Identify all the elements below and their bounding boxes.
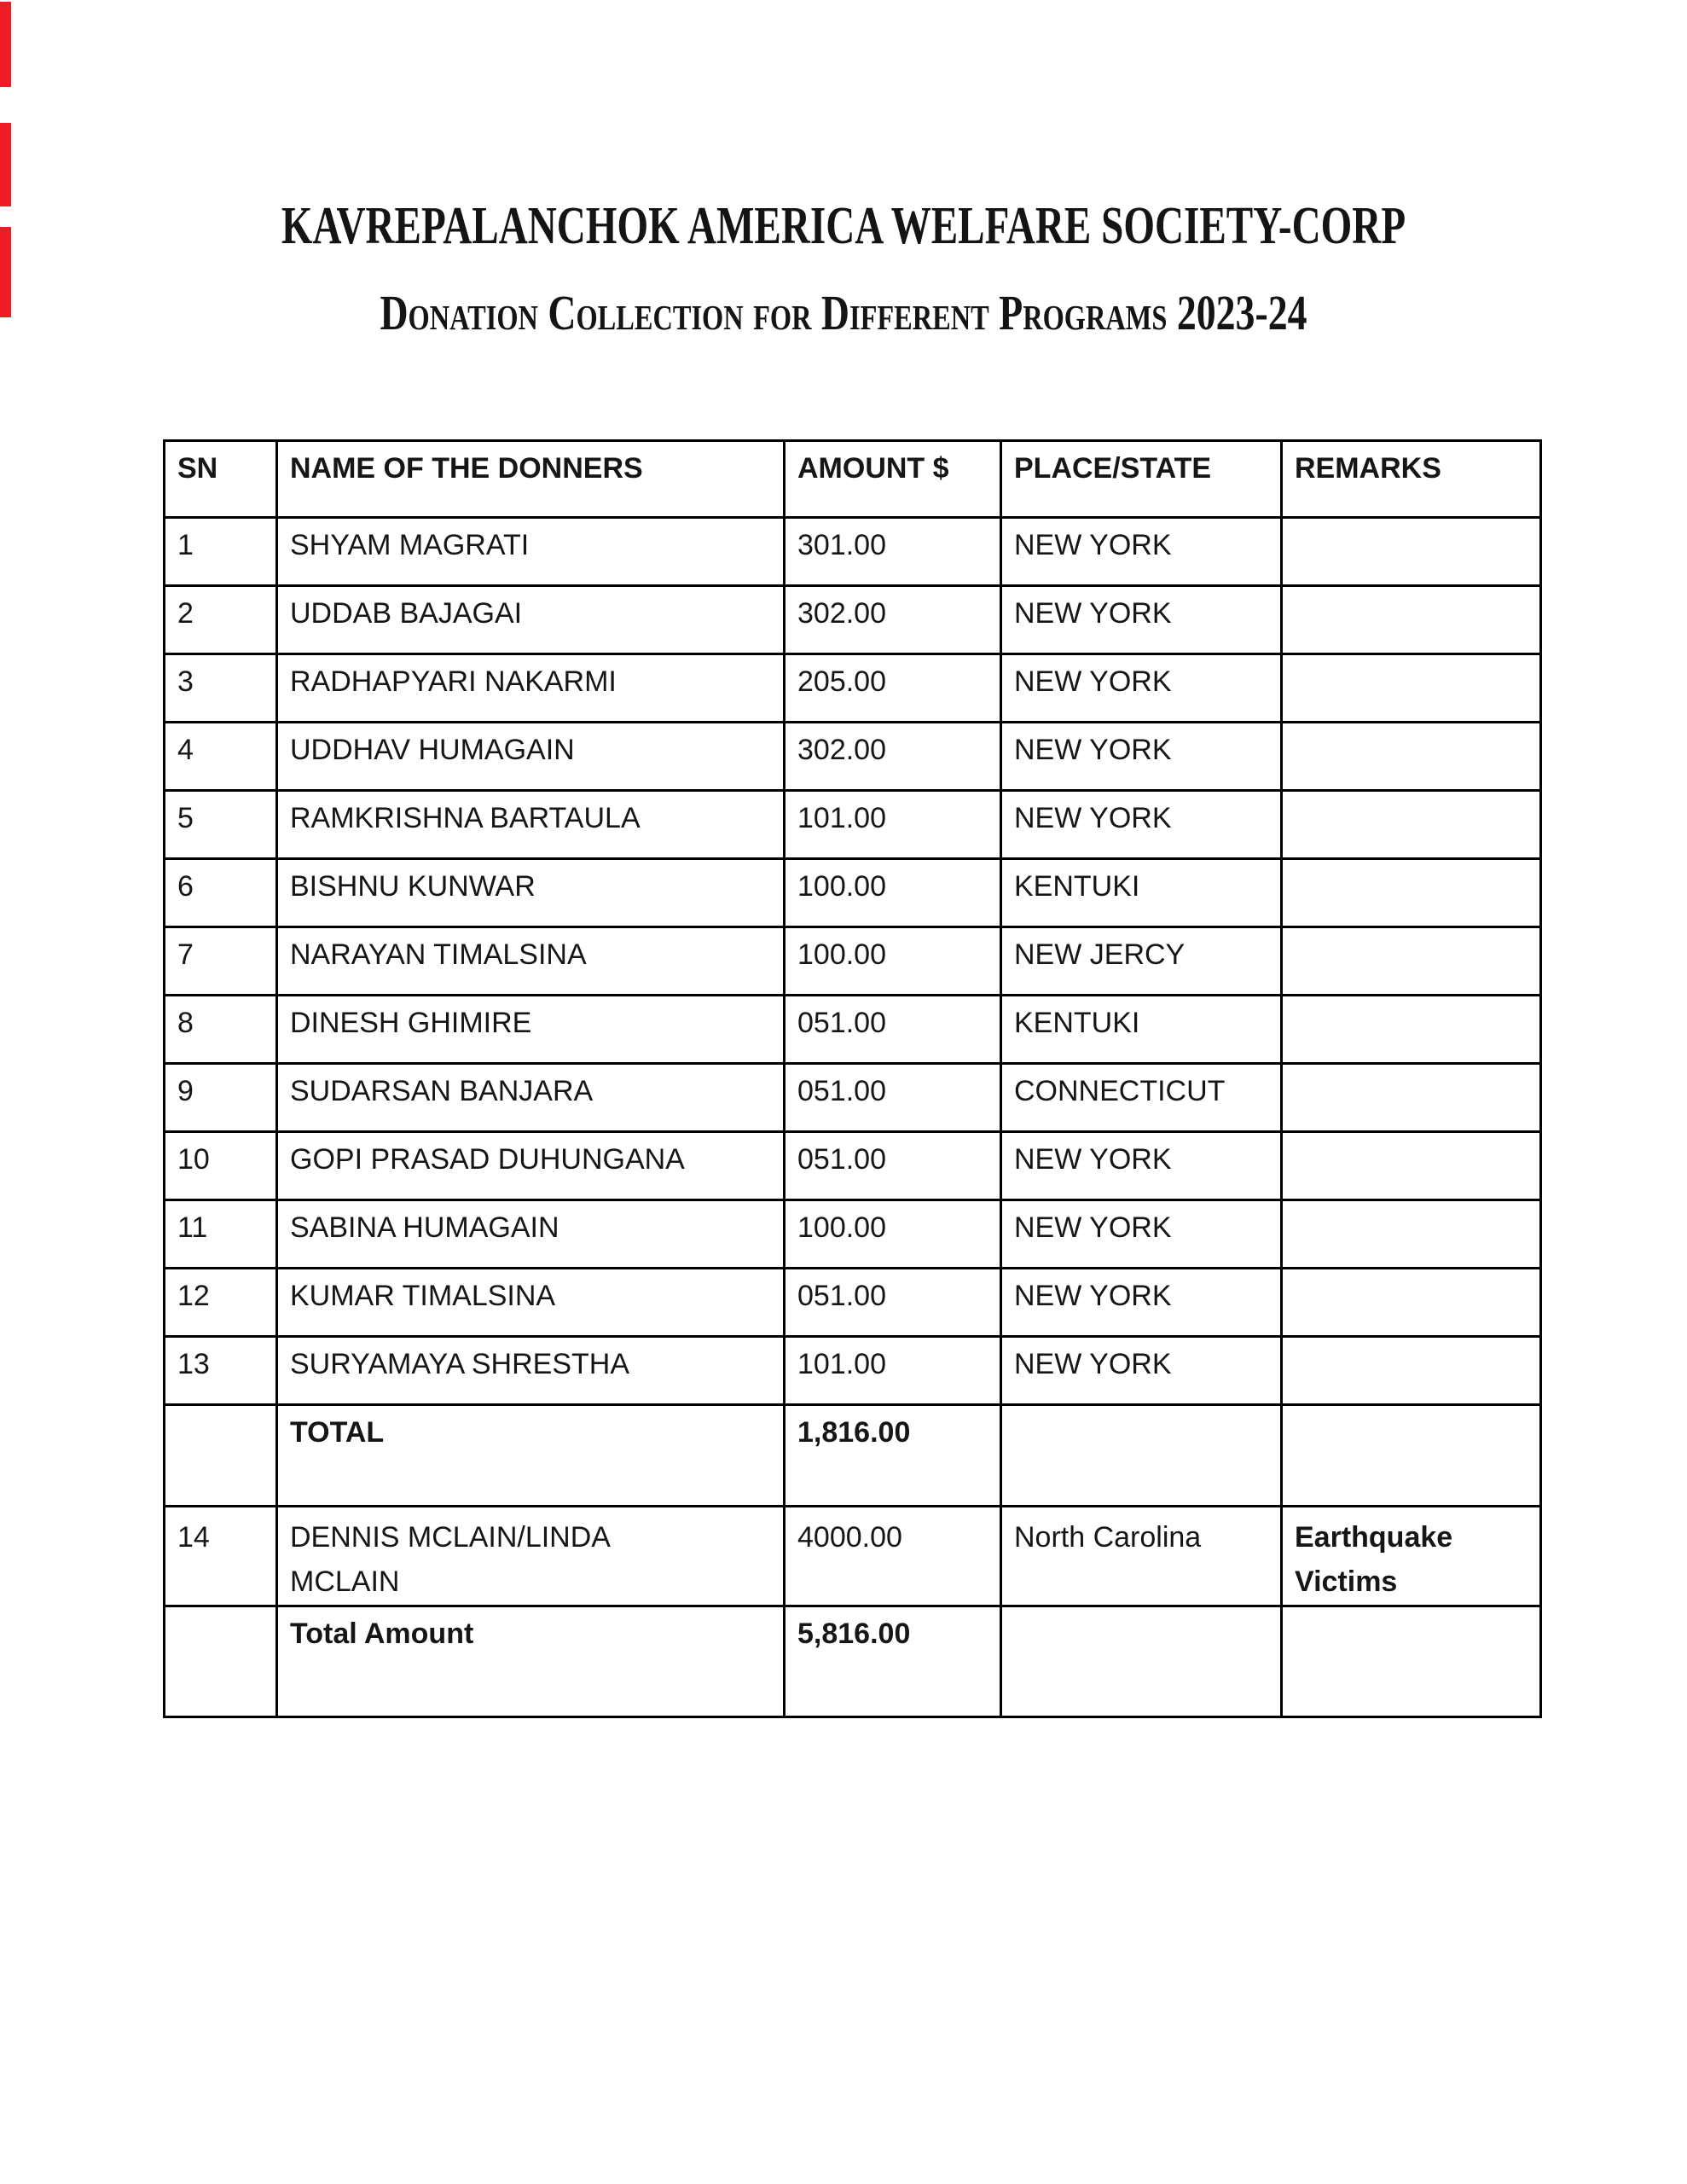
- header-place: PLACE/STATE: [1001, 441, 1282, 518]
- cell-text: KUMAR TIMALSINA: [290, 1280, 556, 1312]
- cell-text: CONNECTICUT: [1014, 1075, 1226, 1107]
- cell-amount: [785, 1200, 1001, 1269]
- left-edge-mark: [0, 123, 11, 206]
- cell-text: 7: [177, 938, 194, 971]
- table-row-5: [165, 791, 1541, 859]
- cell-remarks: [1282, 586, 1541, 654]
- cell-name: [277, 518, 785, 586]
- cell-text: 2: [177, 597, 194, 630]
- cell-amount: [785, 791, 1001, 859]
- cell-amount: [785, 1337, 1001, 1405]
- table-row-4: [165, 723, 1541, 791]
- cell-name: [277, 1200, 785, 1269]
- cell-text: 100.00: [797, 870, 886, 903]
- cell-text: UDDHAV HUMAGAIN: [290, 734, 575, 766]
- table-row-3: [165, 654, 1541, 723]
- table-row-10: [165, 1132, 1541, 1200]
- left-edge-marks: [0, 0, 12, 341]
- cell-text: NEW YORK: [1014, 1143, 1172, 1176]
- cell-text: 4: [177, 734, 194, 766]
- cell-text: NEW YORK: [1014, 1280, 1172, 1312]
- cell-place: [1001, 996, 1282, 1064]
- cell-text: 205.00: [797, 665, 886, 698]
- cell-text: DINESH GHIMIRE: [290, 1007, 532, 1039]
- cell-remarks: [1282, 1064, 1541, 1132]
- cell-remarks: [1282, 927, 1541, 996]
- cell-amount: [785, 654, 1001, 723]
- cell-text: 11: [177, 1211, 208, 1244]
- table-body: [165, 518, 1541, 1717]
- cell-text: 5: [177, 802, 194, 834]
- cell-text: 14: [177, 1521, 210, 1554]
- table-row-12: [165, 1269, 1541, 1337]
- table-row-subtotal: [165, 1405, 1541, 1507]
- cell-text: 101.00: [797, 1348, 886, 1380]
- cell-remarks: [1282, 996, 1541, 1064]
- cell-text: Earthquake Victims: [1295, 1521, 1453, 1598]
- cell-name: [277, 996, 785, 1064]
- cell-text: 13: [177, 1348, 210, 1380]
- cell-text: 5,816.00: [797, 1618, 911, 1650]
- cell-amount: [785, 927, 1001, 996]
- cell-text: NEW YORK: [1014, 1211, 1172, 1244]
- cell-place: [1001, 1064, 1282, 1132]
- cell-text: 302.00: [797, 597, 886, 630]
- page-subtitle: Donation Collection for Different Programs 2023-24: [380, 285, 1307, 340]
- cell-sn: [165, 723, 277, 791]
- cell-text: 3: [177, 665, 194, 698]
- cell-name: [277, 927, 785, 996]
- cell-text: 051.00: [797, 1007, 886, 1039]
- cell-text: 302.00: [797, 734, 886, 766]
- cell-text: 1,816.00: [797, 1416, 911, 1449]
- cell-text: KENTUKI: [1014, 1007, 1140, 1039]
- table-row-7: [165, 927, 1541, 996]
- cell-name: [277, 723, 785, 791]
- cell-place: [1001, 927, 1282, 996]
- cell-place: [1001, 654, 1282, 723]
- table-header-row: [165, 441, 1541, 518]
- cell-text: 12: [177, 1280, 210, 1312]
- cell-sn: [165, 859, 277, 927]
- cell-remarks: [1282, 1269, 1541, 1337]
- cell-name: [277, 791, 785, 859]
- cell-sn: [165, 586, 277, 654]
- left-edge-mark: [0, 2, 11, 87]
- cell-remarks: [1282, 1507, 1541, 1606]
- cell-amount: [785, 723, 1001, 791]
- cell-text: NEW JERCY: [1014, 938, 1186, 971]
- cell-place: [1001, 1132, 1282, 1200]
- cell-text: NEW YORK: [1014, 802, 1172, 834]
- cell-remarks: [1282, 654, 1541, 723]
- cell-sn: [165, 1132, 277, 1200]
- header-amount: AMOUNT $: [785, 441, 1001, 518]
- cell-text: SUDARSAN BANJARA: [290, 1075, 594, 1107]
- left-edge-mark: [0, 227, 11, 317]
- cell-sn: [165, 1337, 277, 1405]
- cell-amount: [785, 859, 1001, 927]
- cell-text: SURYAMAYA SHRESTHA: [290, 1348, 630, 1380]
- cell-text: 9: [177, 1075, 194, 1107]
- cell-name: [277, 1269, 785, 1337]
- cell-name: [277, 1405, 785, 1507]
- cell-name: [277, 654, 785, 723]
- cell-text: RAMKRISHNA BARTAULA: [290, 802, 641, 834]
- cell-text: NEW YORK: [1014, 597, 1172, 630]
- cell-amount: [785, 1132, 1001, 1200]
- cell-amount: [785, 1064, 1001, 1132]
- cell-sn: [165, 1507, 277, 1606]
- cell-text: RADHAPYARI NAKARMI: [290, 665, 617, 698]
- cell-sn: [165, 1606, 277, 1717]
- cell-text: NEW YORK: [1014, 665, 1172, 698]
- header-sn: SN: [165, 441, 277, 518]
- cell-amount: [785, 518, 1001, 586]
- cell-remarks: [1282, 518, 1541, 586]
- cell-text: SHYAM MAGRATI: [290, 529, 530, 561]
- table-row-2: [165, 586, 1541, 654]
- cell-place: [1001, 1405, 1282, 1507]
- table-row-6: [165, 859, 1541, 927]
- cell-remarks: [1282, 1200, 1541, 1269]
- cell-remarks: [1282, 1405, 1541, 1507]
- cell-text: 4000.00: [797, 1521, 902, 1554]
- cell-name: [277, 1132, 785, 1200]
- header-remarks: REMARKS: [1282, 441, 1541, 518]
- cell-place: [1001, 1337, 1282, 1405]
- cell-name: [277, 1507, 785, 1606]
- cell-place: [1001, 791, 1282, 859]
- cell-place: [1001, 1200, 1282, 1269]
- cell-remarks: [1282, 859, 1541, 927]
- table-row-9: [165, 1064, 1541, 1132]
- cell-name: [277, 1064, 785, 1132]
- cell-sn: [165, 1064, 277, 1132]
- cell-text: NEW YORK: [1014, 1348, 1172, 1380]
- cell-sn: [165, 1269, 277, 1337]
- cell-text: UDDAB BAJAGAI: [290, 597, 523, 630]
- cell-text: 051.00: [797, 1280, 886, 1312]
- cell-text: 8: [177, 1007, 194, 1039]
- cell-sn: [165, 927, 277, 996]
- cell-amount: [785, 1405, 1001, 1507]
- cell-text: TOTAL: [290, 1416, 385, 1449]
- cell-amount: [785, 586, 1001, 654]
- cell-sn: [165, 996, 277, 1064]
- cell-text: SABINA HUMAGAIN: [290, 1211, 559, 1244]
- cell-text: GOPI PRASAD DUHUNGANA: [290, 1143, 685, 1176]
- table-row-11: [165, 1200, 1541, 1269]
- donation-table: [163, 439, 1542, 1718]
- table-row-1: [165, 518, 1541, 586]
- cell-text: BISHNU KUNWAR: [290, 870, 536, 903]
- cell-sn: [165, 1200, 277, 1269]
- cell-remarks: [1282, 723, 1541, 791]
- cell-place: [1001, 518, 1282, 586]
- cell-remarks: [1282, 791, 1541, 859]
- cell-text: Total Amount: [290, 1618, 474, 1650]
- cell-amount: [785, 1269, 1001, 1337]
- cell-text: NEW YORK: [1014, 529, 1172, 561]
- cell-amount: [785, 996, 1001, 1064]
- cell-sn: [165, 791, 277, 859]
- cell-name: [277, 1337, 785, 1405]
- table-row-14: [165, 1507, 1541, 1606]
- cell-place: [1001, 859, 1282, 927]
- cell-text: KENTUKI: [1014, 870, 1140, 903]
- cell-text: 10: [177, 1143, 210, 1176]
- table-row-8: [165, 996, 1541, 1064]
- cell-name: [277, 859, 785, 927]
- cell-name: [277, 586, 785, 654]
- cell-sn: [165, 654, 277, 723]
- cell-text: 1: [177, 529, 194, 561]
- cell-remarks: [1282, 1132, 1541, 1200]
- cell-remarks: [1282, 1606, 1541, 1717]
- cell-place: [1001, 586, 1282, 654]
- cell-amount: [785, 1606, 1001, 1717]
- page-title: KAVREPALANCHOK AMERICA WELFARE SOCIETY-CORP: [281, 197, 1406, 255]
- cell-place: [1001, 1507, 1282, 1606]
- cell-amount: [785, 1507, 1001, 1606]
- cell-text: 6: [177, 870, 194, 903]
- cell-text: 301.00: [797, 529, 886, 561]
- cell-remarks: [1282, 1337, 1541, 1405]
- cell-text: 051.00: [797, 1075, 886, 1107]
- cell-text: DENNIS MCLAIN/LINDA MCLAIN: [290, 1521, 610, 1598]
- table-row-13: [165, 1337, 1541, 1405]
- cell-text: North Carolina: [1014, 1521, 1202, 1554]
- cell-place: [1001, 1606, 1282, 1717]
- table-row-grand-total: [165, 1606, 1541, 1717]
- cell-place: [1001, 723, 1282, 791]
- cell-text: NEW YORK: [1014, 734, 1172, 766]
- cell-text: NARAYAN TIMALSINA: [290, 938, 587, 971]
- cell-text: 051.00: [797, 1143, 886, 1176]
- cell-place: [1001, 1269, 1282, 1337]
- cell-text: 100.00: [797, 1211, 886, 1244]
- cell-sn: [165, 1405, 277, 1507]
- cell-text: 100.00: [797, 938, 886, 971]
- cell-text: 101.00: [797, 802, 886, 834]
- cell-sn: [165, 518, 277, 586]
- cell-name: [277, 1606, 785, 1717]
- header-name: NAME OF THE DONNERS: [277, 441, 785, 518]
